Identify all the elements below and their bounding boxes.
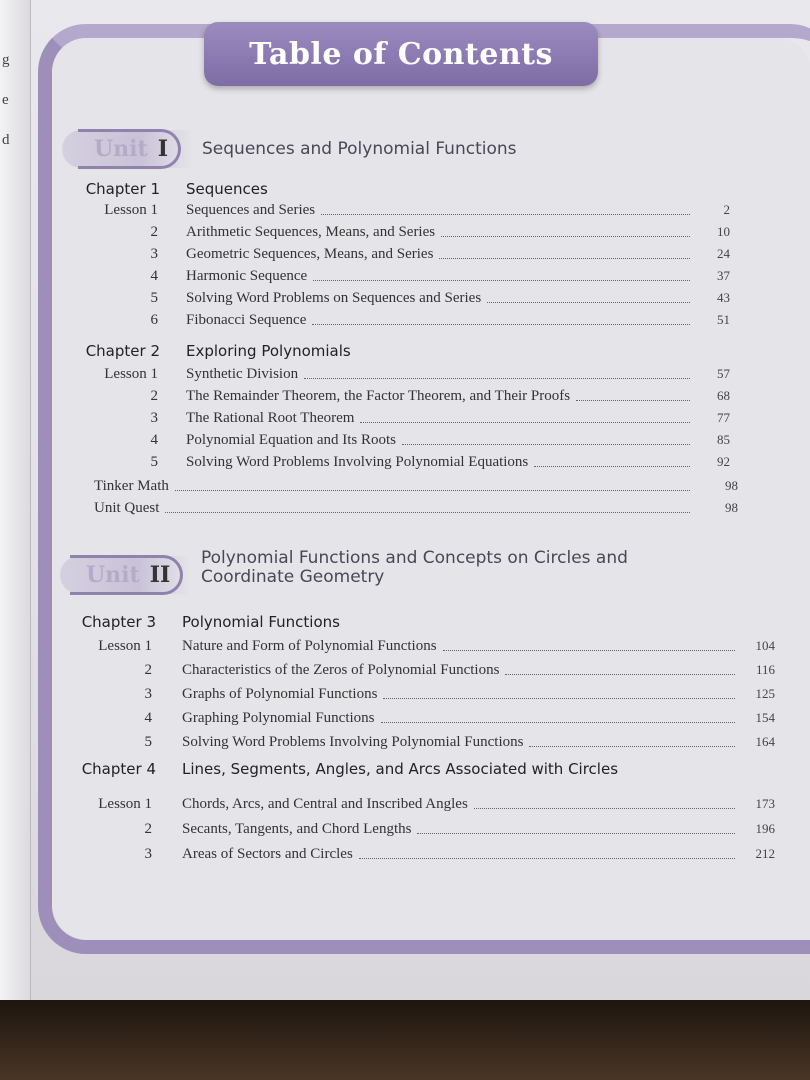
- chapter-label: Chapter 3: [81, 613, 156, 631]
- lesson-title: The Remainder Theorem, the Factor Theorem, and Their Proofs: [186, 388, 571, 404]
- dot-leader: [441, 236, 690, 237]
- toc-entry[interactable]: [0, 454, 810, 474]
- page-number: 24: [717, 246, 730, 261]
- dot-leader: [313, 280, 690, 281]
- chapter-label: Chapter 1: [85, 180, 160, 198]
- dot-leader: [576, 400, 690, 401]
- lesson-number: 5: [150, 290, 158, 306]
- title-banner: [204, 22, 598, 86]
- toc-entry[interactable]: [0, 638, 810, 658]
- lesson-number: 3: [144, 846, 152, 862]
- chapter-title: Lines, Segments, Angles, and Arcs Associated with Circles: [182, 760, 619, 778]
- lesson-number: Lesson 1: [98, 638, 152, 654]
- page-number: 104: [755, 638, 775, 653]
- page-number: 43: [717, 290, 730, 305]
- dot-leader: [534, 466, 690, 467]
- toc-entry[interactable]: [0, 246, 810, 266]
- lesson-title: Graphs of Polynomial Functions: [182, 686, 378, 702]
- page-number: 125: [755, 686, 775, 701]
- extra-title: Tinker Math: [94, 478, 169, 494]
- dot-leader: [487, 302, 690, 303]
- unit-title-line: Sequences and Polynomial Functions: [202, 139, 517, 159]
- lesson-title: Graphing Polynomial Functions: [182, 710, 375, 726]
- lesson-number: 3: [150, 410, 158, 426]
- page-number: 2: [723, 202, 730, 217]
- toc-entry[interactable]: [0, 432, 810, 452]
- toc-extra-entry[interactable]: [0, 478, 810, 498]
- lesson-number: 5: [144, 734, 152, 750]
- lesson-title: Solving Word Problems Involving Polynomial Functions: [182, 734, 524, 750]
- page-number: 116: [755, 662, 775, 677]
- edge-letter: d: [2, 132, 10, 148]
- toc-entry[interactable]: [0, 202, 810, 222]
- toc-entry[interactable]: [0, 710, 810, 730]
- dot-leader: [505, 674, 735, 675]
- edge-letter: g: [2, 52, 10, 68]
- chapter-title: Sequences: [186, 180, 268, 198]
- dot-leader: [383, 698, 735, 699]
- dot-leader: [417, 833, 735, 834]
- lesson-title: Geometric Sequences, Means, and Series: [186, 246, 434, 262]
- lesson-title: Polynomial Equation and Its Roots: [186, 432, 396, 448]
- page-number: 154: [755, 710, 775, 725]
- unit-title-1: [202, 140, 517, 159]
- lesson-title: Solving Word Problems on Sequences and Series: [186, 290, 482, 306]
- unit-title-line: Coordinate Geometry: [201, 567, 385, 587]
- lesson-title: Synthetic Division: [186, 366, 299, 382]
- unit-numeral: II: [149, 562, 171, 588]
- lesson-number: 4: [144, 710, 152, 726]
- unit-title-line: Polynomial Functions and Concepts on Circles and: [201, 548, 628, 568]
- lesson-number: 2: [144, 821, 152, 837]
- lesson-number: 3: [150, 246, 158, 262]
- toc-entry[interactable]: [0, 821, 810, 841]
- chapter-label: Chapter 4: [81, 760, 156, 778]
- dot-leader: [474, 808, 735, 809]
- unit-title-2: [201, 549, 628, 587]
- dot-leader: [321, 214, 690, 215]
- lesson-number: Lesson 1: [104, 202, 158, 218]
- toc-entry[interactable]: [0, 662, 810, 682]
- page-number: 164: [755, 734, 775, 749]
- lesson-title: Areas of Sectors and Circles: [182, 846, 353, 862]
- page-number: 57: [717, 366, 730, 381]
- unit-word: Unit: [86, 562, 140, 588]
- lesson-number: 3: [144, 686, 152, 702]
- toc-entry[interactable]: [0, 686, 810, 706]
- toc-entry[interactable]: [0, 734, 810, 754]
- unit-badge-2: [70, 555, 183, 595]
- extra-title: Unit Quest: [94, 500, 160, 516]
- toc-entry[interactable]: [0, 846, 810, 866]
- page-number: 85: [717, 432, 730, 447]
- page-number: 173: [755, 796, 775, 811]
- dot-leader: [381, 722, 736, 723]
- page-number: 68: [717, 388, 730, 403]
- lesson-number: 6: [150, 312, 158, 328]
- lesson-title: Harmonic Sequence: [186, 268, 308, 284]
- lesson-title: Nature and Form of Polynomial Functions: [182, 638, 437, 654]
- lesson-number: Lesson 1: [104, 366, 158, 382]
- lesson-number: 4: [150, 432, 158, 448]
- dot-leader: [439, 258, 690, 259]
- unit-badge-1: [78, 129, 181, 169]
- dot-leader: [360, 422, 690, 423]
- lesson-title: Chords, Arcs, and Central and Inscribed Angles: [182, 796, 468, 812]
- toc-entry[interactable]: [0, 410, 810, 430]
- edge-letter: e: [2, 92, 9, 108]
- lesson-title: Solving Word Problems Involving Polynomial Equations: [186, 454, 529, 470]
- dot-leader: [175, 490, 690, 491]
- page-title: Table of Contents: [249, 36, 553, 72]
- page-number: 51: [717, 312, 730, 327]
- lesson-number: 2: [144, 662, 152, 678]
- page-number: 10: [717, 224, 730, 239]
- toc-entry[interactable]: [0, 268, 810, 288]
- toc-entry[interactable]: [0, 290, 810, 310]
- toc-entry[interactable]: [0, 224, 810, 244]
- dot-leader: [312, 324, 690, 325]
- lesson-title: Characteristics of the Zeros of Polynomial Functions: [182, 662, 500, 678]
- lesson-number: 4: [150, 268, 158, 284]
- dot-leader: [443, 650, 735, 651]
- toc-entry[interactable]: [0, 312, 810, 332]
- page-number: 92: [717, 454, 730, 469]
- page-number: 77: [717, 410, 730, 425]
- lesson-number: 5: [150, 454, 158, 470]
- unit-word: Unit: [94, 136, 148, 162]
- toc-entry[interactable]: [0, 796, 810, 816]
- lesson-title: Arithmetic Sequences, Means, and Series: [186, 224, 436, 240]
- unit-numeral: I: [157, 136, 168, 162]
- lesson-title: Secants, Tangents, and Chord Lengths: [182, 821, 412, 837]
- chapter-title: Exploring Polynomials: [186, 342, 351, 360]
- table-surface: [0, 1000, 810, 1080]
- lesson-title: The Rational Root Theorem: [186, 410, 355, 426]
- lesson-title: Fibonacci Sequence: [186, 312, 307, 328]
- chapter-title: Polynomial Functions: [182, 613, 340, 631]
- chapter-label: Chapter 2: [85, 342, 160, 360]
- page-number: 98: [725, 500, 738, 515]
- dot-leader: [529, 746, 735, 747]
- dot-leader: [359, 858, 735, 859]
- toc-extra-entry[interactable]: [0, 500, 810, 520]
- toc-entry[interactable]: [0, 388, 810, 408]
- dot-leader: [304, 378, 690, 379]
- toc-entry[interactable]: [0, 366, 810, 386]
- page-number: 37: [717, 268, 730, 283]
- lesson-title: Sequences and Series: [186, 202, 316, 218]
- lesson-number: 2: [150, 388, 158, 404]
- page-number: 98: [725, 478, 738, 493]
- lesson-number: Lesson 1: [98, 796, 152, 812]
- page-number: 196: [755, 821, 775, 836]
- page-number: 212: [755, 846, 775, 861]
- dot-leader: [402, 444, 690, 445]
- lesson-number: 2: [150, 224, 158, 240]
- dot-leader: [165, 512, 690, 513]
